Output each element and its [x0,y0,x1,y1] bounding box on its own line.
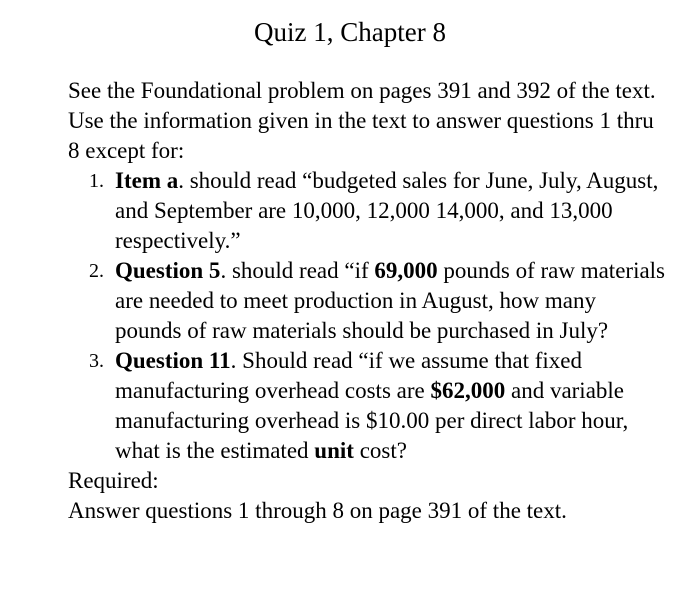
list-item [68,166,668,256]
item-bold-value: 69,000 [374,258,438,283]
item-bold-word: unit [314,438,354,463]
item-text: . should read “budgeted sales for June, July, August, and September are 10,000, 12,000 14,000, and 13,000 respectively.” [115,168,659,253]
item-text: cost? [353,438,407,463]
item-bold-value: $62,000 [430,378,506,403]
list-item-number: 3. [89,350,104,372]
list-item [68,346,668,466]
item-text: and variable manufacturing overhead is $10.00 per direct labor hour, what is the estimated [115,378,629,463]
list-item-number: 1. [89,170,104,192]
item-label: Question 11 [115,348,231,373]
item-text: . Should read “if we assume that fixed manufacturing overhead costs are [115,348,582,403]
document-body [68,76,668,526]
item-text: . should read “if [220,258,375,283]
list-item [68,256,668,346]
required-label: Required: [68,468,159,493]
exception-list [68,166,668,466]
item-label: Question 5 [115,258,221,283]
required-text: Answer questions 1 through 8 on page 391 of the text. [68,498,567,523]
item-text: pounds of raw materials are needed to meet production in August, how many pounds of raw materials should be purchased in July? [115,258,666,343]
list-item-number: 2. [89,260,104,282]
page-title: Quiz 1, Chapter 8 [254,17,446,47]
intro-paragraph: See the Foundational problem on pages 391 and 392 of the text. Use the information given in the text to answer questions 1 thru 8 except for: [68,78,656,163]
item-label: Item a [115,168,179,193]
